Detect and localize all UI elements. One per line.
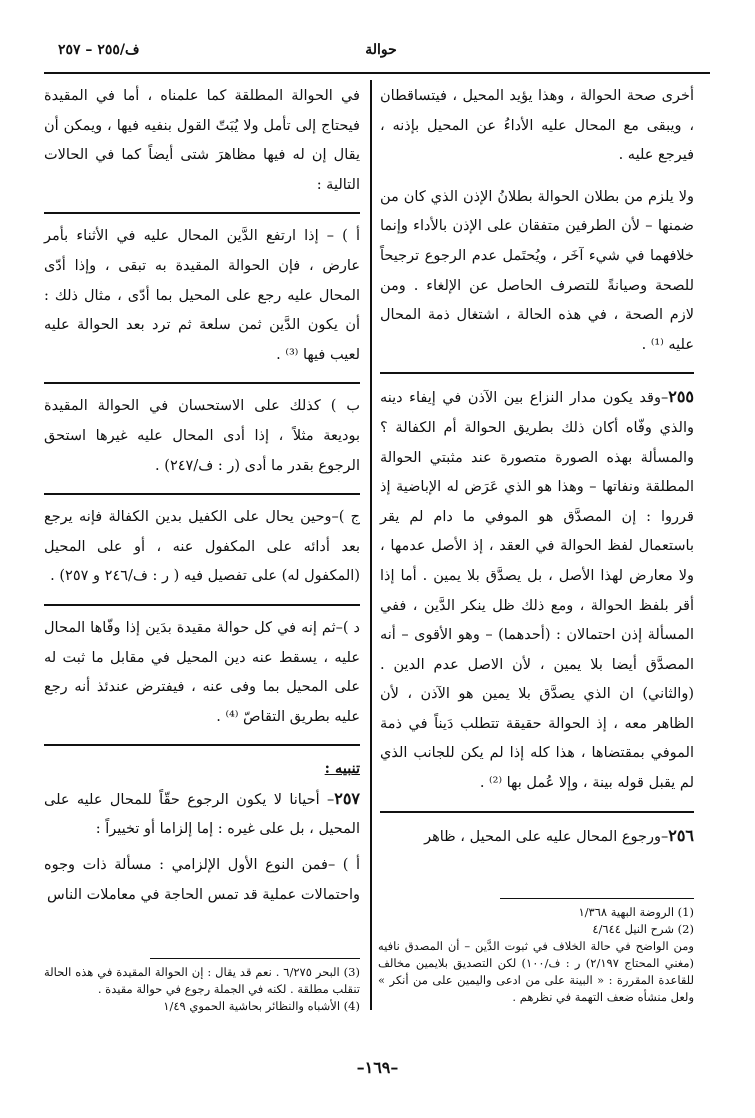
footnote: (1) الروضة البهية ١/٣٦٨ [578,905,694,919]
section-separator [44,744,360,746]
notice-paragraph [44,754,360,845]
notice-heading: تنبيه : [324,760,360,778]
header-rule [44,72,710,74]
page-number: –١٦٩– [356,1058,399,1077]
section-number: ٢٥٥ [668,387,694,407]
section-separator [380,372,694,374]
section-text: – أحيانا لا يكون الرجوع حقّاً للمحال عليه على المحيل ، بل على غيره : إما إلزاما أو تخييراً : [44,791,360,838]
footnote: ومن الواضح في حالة الخلاف في ثبوت الدَّين – أن المصدق نافيه (مغني المحتاج ٢/١٩٧) ر : ف/١٠٠) لكن التصديق بلايمين مخالف للقاعدة المقررة : « البينة على من ادعى واليمين على من أنكر » ولعل منشأه ضعف التهمة في نظرهم . [378,939,694,1004]
footnote: (3) البحر ٦/٢٧٥ . نعم قد يقال : إن الحوالة المقيدة في هذه الحالة تنقلب مطلقة . لكنه في الجملة رجوع في حوالة مقيدة . [44,965,360,996]
column-divider [370,80,372,1010]
paragraph: أخرى صحة الحوالة ، وهذا يؤيد المحيل ، فيتساقطان ، ويبقى مع المحال عليه الأداءُ عن المحيل بإذنه ، فيرجع عليه . [380,88,694,164]
section-number: ٢٥٦ [668,825,694,845]
left-column [44,82,360,922]
section-255 [380,382,694,798]
right-column [380,82,694,864]
footnotes-right [378,904,694,1006]
list-item: أ ) –فمن النوع الأول الإلزامي : مسألة ذات وجوه واحتمالات عملية قد تمس الحاجة في معاملات الناس [44,857,360,903]
section-separator [44,212,360,214]
footnotes-left [44,964,360,1015]
list-item: د )–ثم إنه في كل حوالة مقيدة بدَين إذا وفّاها المحال عليه ، يسقط عنه دين المحيل في مقابل ما ثبت له على المحيل بما وفى عنه ، فيفترض عندئذ أنه رجع عليه بطريق التقاصّ ⁽⁴⁾ . [44,619,360,725]
section-separator [44,493,360,495]
section-256 [380,821,694,853]
footnote: (2) شرح النيل ٤/٦٤٤ [592,922,694,936]
list-item: أ ) – إذا ارتفع الدَّين المحال عليه في الأثناء بأمر عارض ، فإن الحوالة المقيدة به تبقى ، وإذا أدّى المحال عليه رجع على المحيل بما أدّى ، مثال ذلك : أن يكون الدَّين ثمن سلعة ثم ترد بعد الحوالة عليه لعيب فيها ⁽³⁾ . [44,228,360,363]
footnote-rule [500,898,694,899]
section-text: –ورجوع المحال عليه على المحيل ، ظاهر [424,828,669,845]
section-text: –وقد يكون مدار النزاع بين الآذن في إيفاء دينه والذي وفّاه أكان ذلك بطريق الحوالة أم الكفالة ؟ والمسألة بهذه الصورة متصورة عند مثبتي الحوالة المطلقة ونفاتها – وهذا هو الذي عَرَض له الإباضية إذ قرروا : إن المصدَّق هو الموفي ما دام لم يقر باستعمال لفظ الحوالة في العقد ، إذ الأصل عدمها ، ولا معارض لهذا الأصل ، بل يصدَّق بلا يمين . أما إذا أقر بلفظ الحوالة ، ومع ذلك ظل ينكر الدَّين ، ففي المسألة إذن احتمالان : (أحدهما) – وهو الأقوى – أنه المصدَّق أيضا بلا يمين ، لأن الاصل عدم الدين . (والثاني) ان الذي يصدَّق بلا يمين هو الآذن ، لأن الظاهر معه ، إذ الحوالة حقيقة تتطلب دَيناً في ذمة الموفي بمقتضاها ، هذا كله إذا لم يكن للجانب الذي لم يقبل قوله بينة ، وإلا عُمل بها ⁽²⁾ . [380,390,694,792]
section-separator [380,811,694,813]
page-title: حوالة [365,42,397,58]
section-separator [44,604,360,606]
footnote-rule [150,958,360,959]
section-number: ٢٥٧ [334,788,360,808]
paragraph: ولا يلزم من بطلان الحوالة بطلانُ الإذن الذي كان من ضمنها – لأن الطرفين متفقان على الإذن بالأداء وإنما خلافهما في شيء آخَر ، ويُحتَمل عدم الرجوع ترجيحاً للصحة وصيانةً للتصرف الحاصل عن الإلغاء . ومن لازم الصحة ، في هذه الحالة ، اشتغال ذمة المحال عليه ⁽¹⁾ . [380,188,694,353]
section-separator [44,382,360,384]
list-item: ج )–وحين يحال على الكفيل بدين الكفالة فإنه يرجع بعد أدائه على المكفول عنه ، أو على المحيل (المكفول له) على تفصيل فيه ( ر : ف/٢٤٦ و ٢٥٧) . [44,509,360,585]
list-item: ب ) كذلك على الاستحسان في الحوالة المقيدة بوديعة مثلاً ، إذا أدى المحال عليه غيرها استحق الرجوع بقدر ما أدى (ر : ف/٢٤٧) . [44,398,360,474]
running-header [58,42,704,66]
paragraph: في الحوالة المطلقة كما علمناه ، أما في المقيدة فيحتاج إلى تأمل ولا يُبَتّ القول بنفيه فيها ، ويمكن أن يقال إن له فيها مظاهرَ شتى أيضاً كما في الحالات التالية : [44,88,360,193]
footnote: (4) الأشباه والنظائر بحاشية الحموي ١/٤٩ [163,999,360,1013]
section-range: ف/٢٥٥ – ٢٥٧ [58,42,140,58]
